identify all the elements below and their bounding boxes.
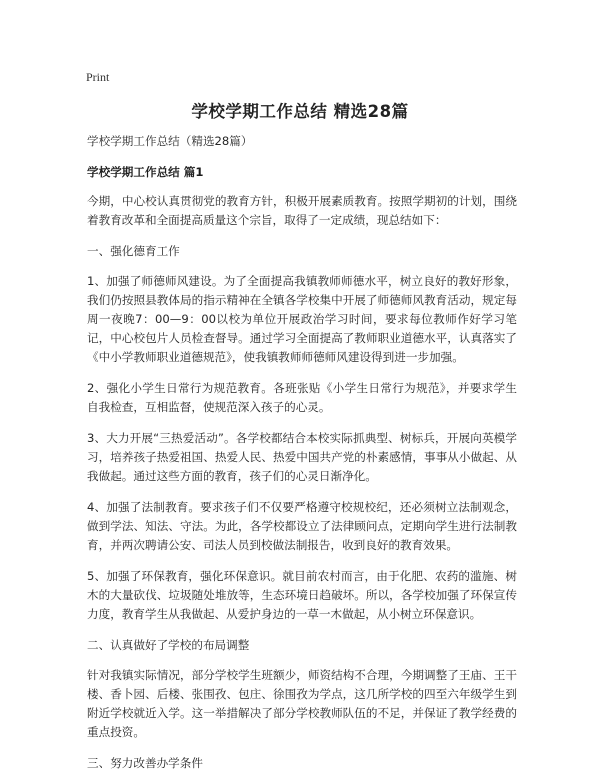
layout-paragraph: 针对我镇实际情况，部分学校学生班额少，师资结构不合理，今期调整了王庙、王干楼、香卜园、后楼、张围孜、包庄、徐围孜为学点，这几所学校的四至六年级学生到附近学校就近入学。这一举措解决了部分学校教师队伍的不足，并保证了教学经费的重点投资。 <box>87 668 517 739</box>
intro-paragraph: 今期，中心校认真贯彻党的教育方针，积极开展素质教育。按照学期初的计划，围绕着教育改革和全面提高质量这个宗旨，取得了一定成绩，现总结如下： <box>87 194 517 227</box>
section-title: 学校学期工作总结 篇1 <box>87 165 204 179</box>
heading-conditions: 三、努力改善办学条件 <box>87 756 203 770</box>
list-item: 1、加强了师德师风建设。为了全面提高我镇教师师德水平，树立良好的教好形象，我们仍按照县教体局的指示精神在全镇各学校集中开展了师德师风教育活动，规定每周一夜晚7：00—9：00以校为单位开展政治学习时间，要求每位教师作好学习笔记，中心校包片人员检查督导。通过学习全面提高了教师职业道德水平，认真落实了《中小学教师职业道德规范》，使我镇教师师德师风建设得到进一步加强。 <box>87 274 517 364</box>
heading-moral-education: 一、强化德育工作 <box>87 244 180 258</box>
document-subtitle: 学校学期工作总结（精选28篇） <box>87 134 253 148</box>
list-item: 4、加强了法制教育。要求孩子们不仅要严格遵守校规校纪，还必须树立法制观念，做到学法、知法、守法。为此，各学校都设立了法律顾问点，定期向学生进行法制教育，并两次聘请公安、司法人员到校做法制报告，收到良好的教育效果。 <box>87 500 517 552</box>
list-item: 2、强化小学生日常行为规范教育。各班张贴《小学生日常行为规范》，并要求学生自我检查，互相监督，使规范深入孩子的心灵。 <box>87 381 517 414</box>
list-item: 3、大力开展“三热爱活动”。各学校都结合本校实际抓典型、树标兵，开展向英模学习，培养孩子热爱祖国、热爱人民、热爱中国共产党的朴素感情，事事从小做起、从我做起。通过这些方面的教育，孩子们的心灵日渐净化。 <box>87 431 517 483</box>
list-item: 5、加强了环保教育，强化环保意识。就目前农村而言，由于化肥、农药的滥施、树木的大量砍伐、垃圾随处堆放等，生态环境日趋破坏。所以，各学校加强了环保宣传力度，教育学生从我做起、从爱护身边的一草一木做起，从小树立环保意识。 <box>87 569 517 621</box>
heading-layout-adjustment: 二、认真做好了学校的布局调整 <box>87 638 250 652</box>
document-body <box>87 132 517 784</box>
page-title: 学校学期工作总结 精选28篇 <box>191 102 409 121</box>
print-link[interactable]: Print <box>86 70 110 84</box>
